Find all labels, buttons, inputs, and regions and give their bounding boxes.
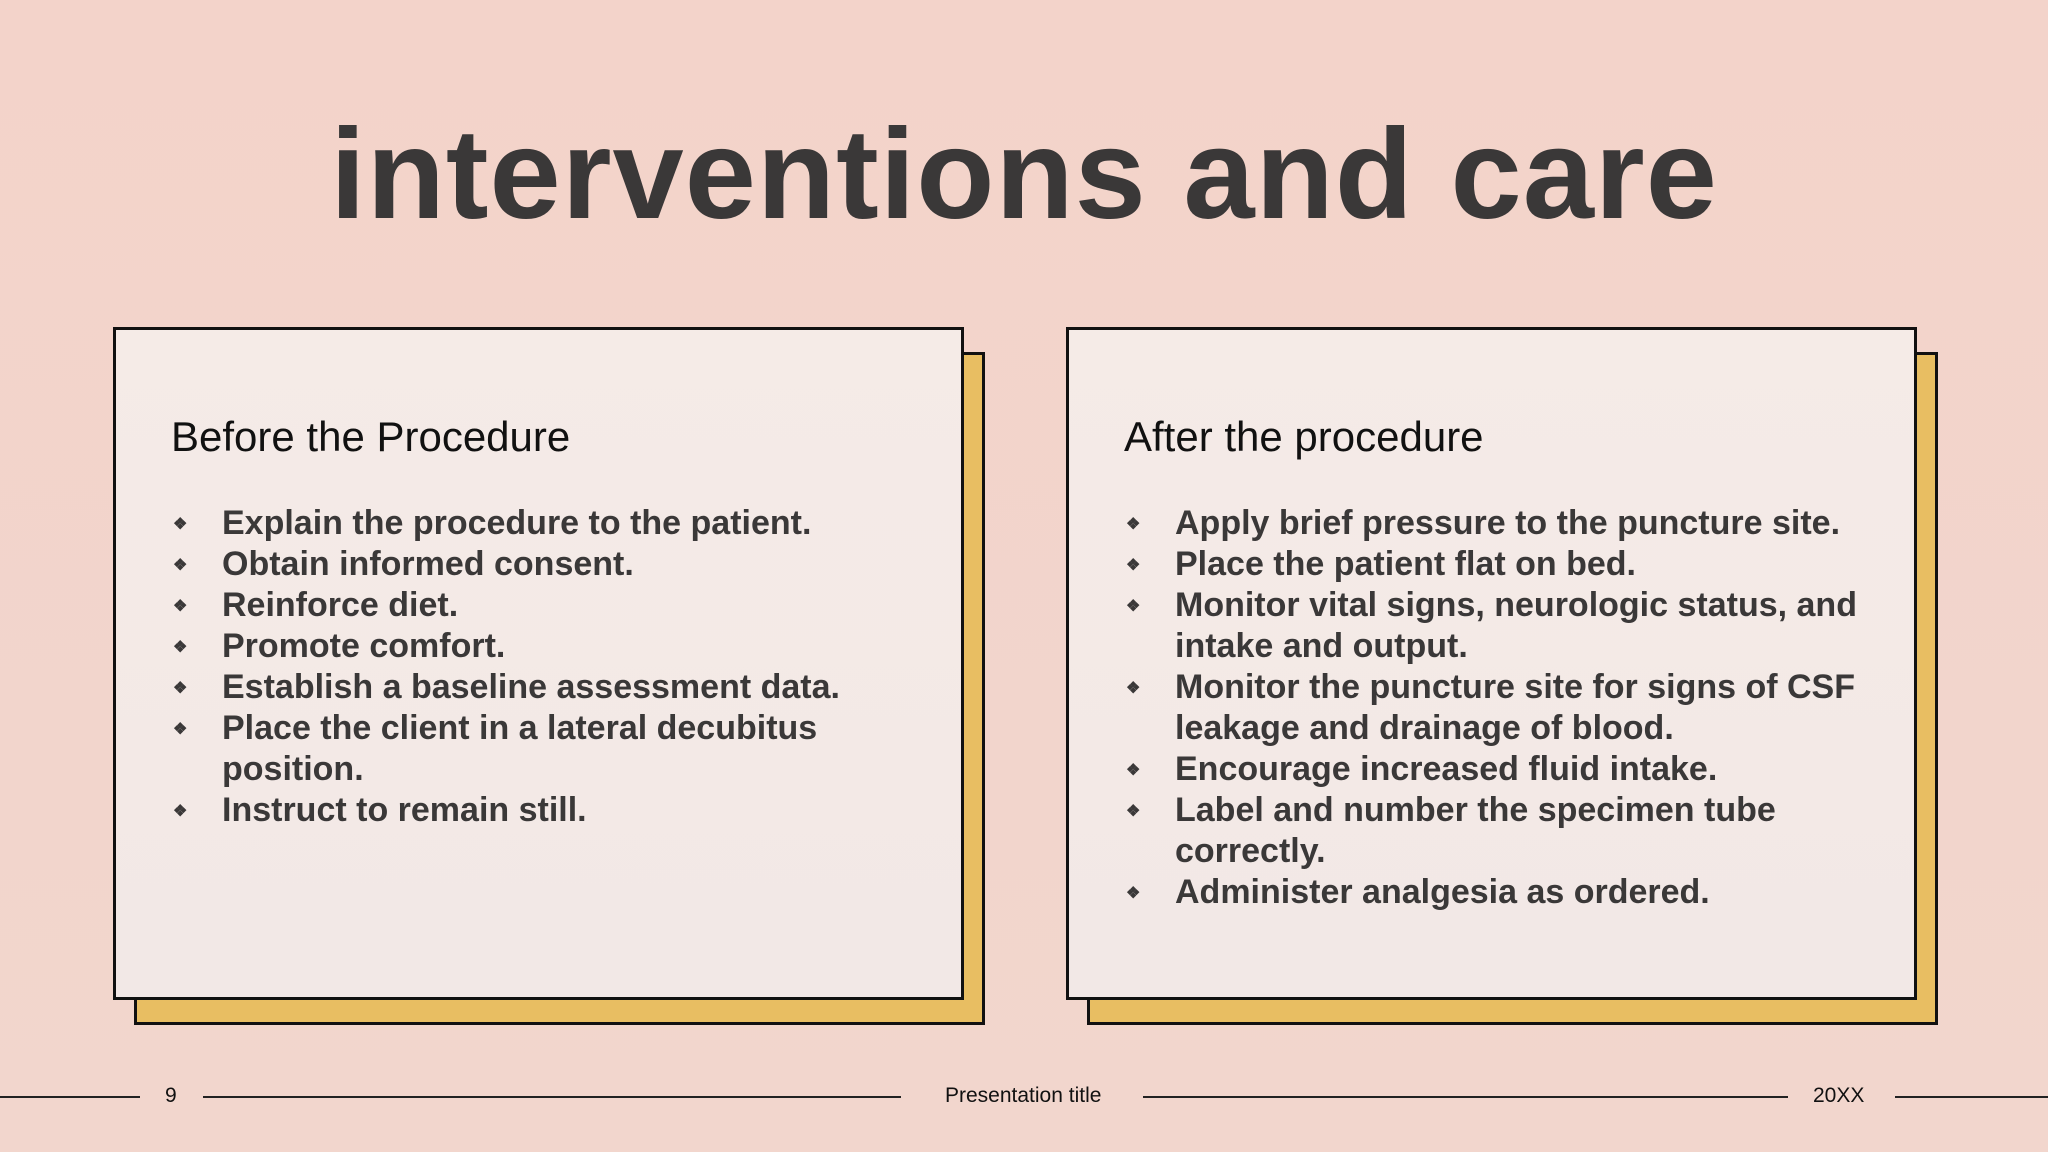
- card-body: [1066, 327, 1917, 1000]
- list-item: [1124, 503, 1894, 544]
- footer-divider: [1143, 1096, 1788, 1098]
- list-item: [1124, 667, 1894, 749]
- list-item: [1124, 872, 1894, 913]
- card-body: [113, 327, 964, 1000]
- page-number: 9: [165, 1084, 177, 1107]
- footer-divider: [203, 1096, 901, 1098]
- diamond-bullet-icon: ❖: [1126, 885, 1141, 902]
- presentation-title: Presentation title: [945, 1084, 1102, 1107]
- list-item-text: Place the patient flat on bed.: [1175, 545, 1636, 583]
- list-item-text: Promote comfort.: [222, 627, 506, 665]
- diamond-bullet-icon: ❖: [1126, 557, 1141, 574]
- list-item-text: Label and number the specimen tube correctly.: [1175, 791, 1776, 870]
- list-item: [171, 790, 941, 831]
- diamond-bullet-icon: ❖: [1126, 516, 1141, 533]
- list-item: [1124, 749, 1894, 790]
- diamond-bullet-icon: ❖: [173, 680, 188, 697]
- list-item: [171, 708, 941, 790]
- after-procedure-card: [1066, 327, 1938, 1025]
- card-heading: Before the Procedure: [171, 413, 571, 460]
- list-item: [171, 667, 941, 708]
- footer-divider: [1895, 1096, 2048, 1098]
- list-item: [1124, 544, 1894, 585]
- diamond-bullet-icon: ❖: [173, 803, 188, 820]
- list-item-text: Monitor the puncture site for signs of CSF leakage and drainage of blood.: [1175, 668, 1855, 747]
- list-item-text: Apply brief pressure to the puncture site.: [1175, 504, 1841, 542]
- list-item-text: Establish a baseline assessment data.: [222, 668, 840, 706]
- list-item-text: Obtain informed consent.: [222, 545, 634, 583]
- list-item-text: Instruct to remain still.: [222, 791, 587, 829]
- bullet-list: [1124, 503, 1894, 913]
- date: 20XX: [1813, 1084, 1865, 1107]
- list-item: [1124, 790, 1894, 872]
- list-item: [171, 544, 941, 585]
- list-item-text: Explain the procedure to the patient.: [222, 504, 812, 542]
- before-procedure-card: [113, 327, 985, 1025]
- diamond-bullet-icon: ❖: [1126, 598, 1141, 615]
- diamond-bullet-icon: ❖: [1126, 680, 1141, 697]
- slide-title: interventions and care: [330, 103, 1718, 246]
- list-item: [171, 626, 941, 667]
- diamond-bullet-icon: ❖: [1126, 803, 1141, 820]
- diamond-bullet-icon: ❖: [173, 598, 188, 615]
- diamond-bullet-icon: ❖: [1126, 762, 1141, 779]
- diamond-bullet-icon: ❖: [173, 721, 188, 738]
- list-item-text: Monitor vital signs, neurologic status, and intake and output.: [1175, 586, 1857, 665]
- footer-divider: [0, 1096, 140, 1098]
- list-item: [1124, 585, 1894, 667]
- list-item-text: Administer analgesia as ordered.: [1175, 873, 1710, 911]
- diamond-bullet-icon: ❖: [173, 639, 188, 656]
- list-item: [171, 503, 941, 544]
- list-item-text: Reinforce diet.: [222, 586, 459, 624]
- list-item-text: Encourage increased fluid intake.: [1175, 750, 1718, 788]
- diamond-bullet-icon: ❖: [173, 516, 188, 533]
- list-item: [171, 585, 941, 626]
- list-item-text: Place the client in a lateral decubitus position.: [222, 709, 818, 788]
- diamond-bullet-icon: ❖: [173, 557, 188, 574]
- bullet-list: [171, 503, 941, 831]
- footer: [0, 1080, 2048, 1110]
- card-heading: After the procedure: [1124, 413, 1484, 460]
